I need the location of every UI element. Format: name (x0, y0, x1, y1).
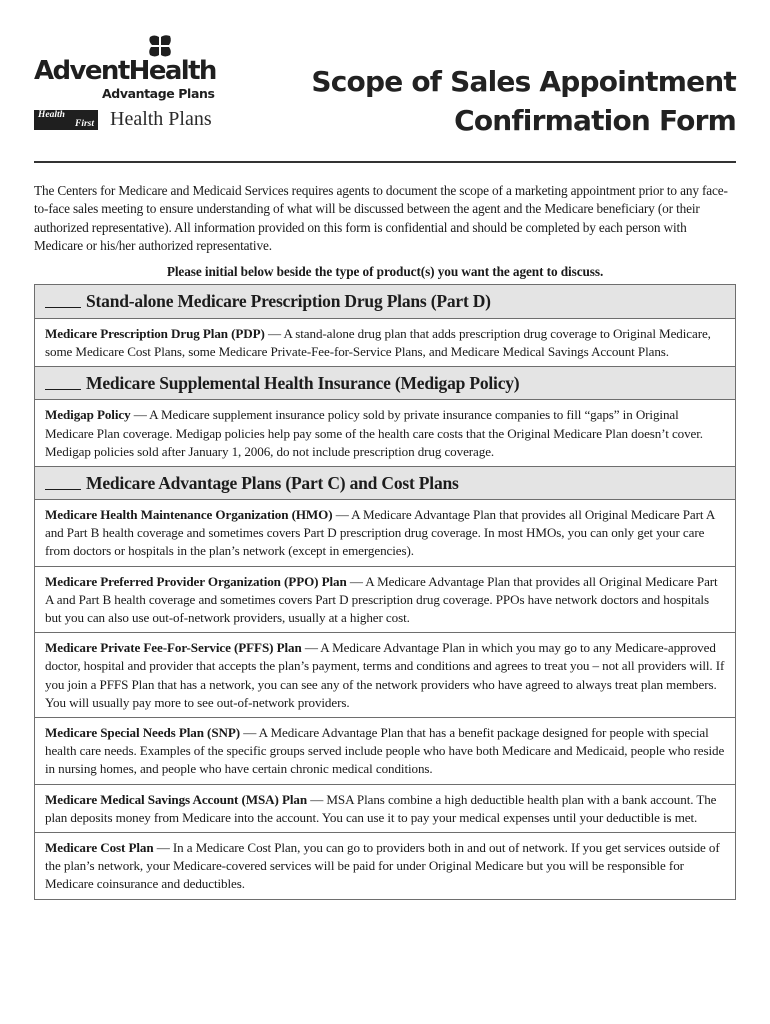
health-first-badge (34, 110, 98, 130)
logo-wordmark: AdventHealth (34, 56, 216, 86)
section-title: Medicare Advantage Plans (Part C) and Cost Plans (86, 473, 459, 494)
page-title (311, 62, 736, 140)
table-row (35, 784, 735, 832)
section-header-medigap (35, 366, 735, 399)
form-page (34, 0, 736, 892)
initial-field-medigap[interactable] (45, 367, 81, 390)
plan-description: — A Medicare Advantage Plan in which you may go to any Medicare-approved doctor, hospital and provider that accepts the plan’s payment, terms and conditions and agrees to treat you – not all providers will. If you join a PFFS Plan that has a network, you can see any of the network providers who have agreed to always treat plan members. You will usually pay more to see out-of-network providers. (45, 640, 725, 710)
plan-description: — A Medicare Advantage Plan that provides all Original Medicare Part A and Part B health coverage and sometimes covers Part D prescription drug coverage. PPOs have network doctors and hospitals but you can also use out-of-network providers, usually at a higher cost. (45, 573, 718, 626)
table-row (35, 499, 735, 566)
plan-term: Medicare Medical Savings Account (MSA) Plan (45, 791, 308, 807)
intro-paragraph: The Centers for Medicare and Medicaid Services requires agents to document the scope of a marketing appointment prior to any face-to-face sales meeting to ensure understanding of what will be discussed between the agent and the Medicare beneficiary (or their authorized representative). All information provided on this form is confidential and should be completed by each person with Medicare or his/her authorized representative. (34, 183, 728, 253)
plan-description: — A Medicare Advantage Plan that provides all Original Medicare Part A and Part B health coverage and sometimes covers Part D prescription drug coverage. In most HMOs, you can only get your care from doctors or hospitals in the plan’s network (except in emergencies). (45, 507, 715, 559)
plan-term: Medigap Policy (45, 407, 131, 423)
section-header-medicare-advantage (35, 466, 735, 499)
header-divider (34, 161, 736, 163)
table-row (35, 717, 735, 784)
product-table (34, 284, 736, 900)
initial-field-medicare-advantage[interactable] (45, 467, 81, 490)
plan-term: Medicare Prescription Drug Plan (PDP) (45, 326, 265, 341)
partner-text: Health Plans (110, 108, 212, 130)
plan-term: Medicare Preferred Provider Organization (PPO) Plan (45, 573, 347, 589)
section-title: Stand-alone Medicare Prescription Drug Plans (Part D) (86, 291, 491, 311)
initial-field-part-d[interactable] (45, 285, 81, 308)
initial-instruction: Please initial below beside the type of product(s) you want the agent to discuss. (166, 264, 604, 279)
title-line-2: Confirmation Form (454, 104, 736, 137)
plan-description: — In a Medicare Cost Plan, you can go to providers both in and out of network. If you get services outside of the plan’s network, your Medicare-covered services will be paid for under Original Medicare but you will be responsible for Medicare coinsurance and deductibles. (45, 840, 720, 892)
plan-term: Medicare Health Maintenance Organization (HMO) (45, 507, 333, 523)
plan-description: — A Medicare Advantage Plan that has a benefit package designed for people with special health care needs. Examples of the specific groups served include people who have both Medicare and Medicaid, people who reside in nursing homes, and people who have certain chronic medical conditions. (45, 725, 725, 777)
table-row (35, 566, 735, 633)
health-first-logo (34, 108, 214, 132)
section-header-part-d (35, 285, 735, 318)
table-row (35, 318, 735, 366)
plan-description: — A Medicare supplement insurance policy sold by private insurance companies to fill “gaps” in Original Medicare Plan coverage. Medigap policies help pay some of the health care costs that the Original Medicare Plan doesn’t cover. Medigap policies sold after January 1, 2006, do not include prescription drug coverage. (45, 407, 703, 459)
section-title: Medicare Supplemental Health Insurance (Medigap Policy) (86, 373, 520, 394)
plan-term: Medicare Special Needs Plan (SNP) (45, 725, 241, 741)
plan-term: Medicare Private Fee-For-Service (PFFS) Plan (45, 640, 302, 656)
form-header (34, 0, 736, 162)
table-row (35, 399, 735, 466)
badge-line-2: First (74, 119, 94, 129)
plan-description: — A stand-alone drug plan that adds prescription drug coverage to Original Medicare, some Medicare Cost Plans, some Medicare Private-Fee-for-Service Plans, and Medicare Medical Savings Account Plans. (45, 326, 711, 360)
plan-term: Medicare Cost Plan (45, 840, 154, 856)
badge-line-1: Health (38, 110, 65, 120)
plan-description: — MSA Plans combine a high deductible health plan with a bank account. The plan deposits money from Medicare into the account. You can use it to pay your medical expenses until your deductible is met. (45, 791, 717, 825)
table-row (35, 832, 735, 899)
logo-subtitle: Advantage Plans (102, 86, 215, 101)
table-row (35, 632, 735, 717)
title-line-1: Scope of Sales Appointment (311, 65, 736, 98)
four-petal-flower-icon (148, 34, 172, 58)
